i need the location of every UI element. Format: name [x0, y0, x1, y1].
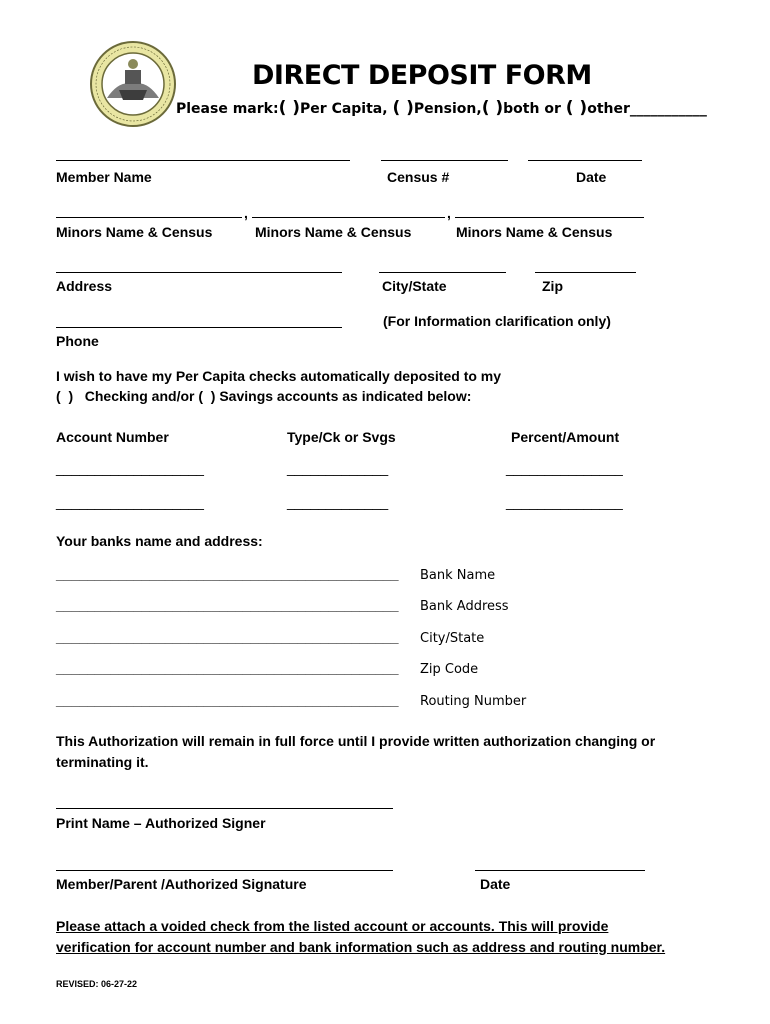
percent-field-2[interactable]: _______________ — [506, 494, 623, 510]
phone-label: Phone — [56, 333, 99, 349]
census-field[interactable] — [381, 160, 508, 161]
form-title: DIRECT DEPOSIT FORM — [252, 60, 592, 91]
bank-city-state-field[interactable]: ____________________________________________ — [56, 629, 399, 645]
routing-number-label: Routing Number — [420, 694, 527, 709]
member-name-label: Member Name — [56, 169, 152, 185]
pension-label: Pension, — [413, 101, 482, 117]
routing-number-field[interactable]: ____________________________________________ — [56, 692, 399, 708]
mark-prefix: Please mark: — [176, 101, 279, 117]
both-checkbox[interactable]: ( ) — [481, 98, 504, 118]
percent-field-1[interactable]: _______________ — [506, 460, 623, 476]
minors-label-3: Minors Name & Census — [456, 224, 613, 240]
minors-label-2: Minors Name & Census — [255, 224, 412, 240]
bank-city-state-label: City/State — [420, 631, 485, 646]
separator-1: , — [244, 205, 248, 221]
print-name-field[interactable] — [56, 808, 393, 809]
bank-address-label: Bank Address — [420, 599, 509, 614]
zip-label: Zip — [542, 278, 563, 294]
per-capita-checkbox[interactable]: ( ) — [278, 98, 301, 118]
phone-field[interactable] — [56, 327, 342, 328]
minor-1-field[interactable] — [56, 217, 242, 218]
type-field-2[interactable]: _____________ — [287, 494, 389, 510]
signature-field[interactable] — [56, 870, 393, 871]
voided-check-note: Please attach a voided check from the listed account or accounts. This will provide verification for account number and bank information such as address and routing number. — [56, 918, 666, 955]
address-label: Address — [56, 278, 113, 294]
bank-name-field[interactable]: ____________________________________________ — [56, 566, 399, 582]
clarification-note: (For Information clarification only) — [383, 313, 611, 329]
date-label: Date — [576, 169, 607, 185]
both-label: both or — [503, 101, 561, 117]
census-label: Census # — [387, 169, 450, 185]
address-field[interactable] — [56, 272, 342, 273]
bank-zip-label: Zip Code — [420, 662, 479, 677]
bank-zip-field[interactable]: ____________________________________________ — [56, 660, 399, 676]
minors-label-1: Minors Name & Census — [56, 224, 213, 240]
separator-2: , — [447, 205, 451, 221]
print-name-label: Print Name – Authorized Signer — [56, 815, 266, 831]
wish-statement-line-1: I wish to have my Per Capita checks automatically deposited to my — [56, 368, 502, 384]
minor-2-field[interactable] — [252, 217, 445, 218]
tribal-seal-logo — [89, 40, 177, 128]
payment-type-options — [176, 98, 707, 118]
city-state-field[interactable] — [379, 272, 506, 273]
signature-date-field[interactable] — [475, 870, 645, 871]
wish-statement-line-2: ( ) Checking and/or ( ) Savings accounts as indicated below: — [56, 388, 472, 404]
other-label: other — [587, 101, 630, 117]
minor-3-field[interactable] — [455, 217, 644, 218]
per-capita-label: Per Capita, — [300, 101, 388, 117]
zip-field[interactable] — [535, 272, 636, 273]
account-number-field-1[interactable]: ___________________ — [56, 460, 204, 476]
city-state-label: City/State — [382, 278, 447, 294]
bank-heading: Your banks name and address: — [56, 533, 263, 549]
account-number-field-2[interactable]: ___________________ — [56, 494, 204, 510]
signature-date-label: Date — [480, 876, 511, 892]
member-name-field[interactable] — [56, 160, 350, 161]
authorization-statement: This Authorization will remain in full force until I provide written authorization changing or terminating it. — [56, 733, 656, 770]
signature-label: Member/Parent /Authorized Signature — [56, 876, 307, 892]
account-number-header: Account Number — [56, 429, 169, 445]
pension-checkbox[interactable]: ( ) — [392, 98, 414, 118]
revision-date: REVISED: 06-27-22 — [56, 979, 138, 989]
other-checkbox[interactable]: ( ) — [565, 98, 588, 118]
bank-name-label: Bank Name — [420, 568, 496, 583]
other-blank[interactable]: ___________ — [629, 101, 707, 117]
bank-address-field[interactable]: ____________________________________________ — [56, 597, 399, 613]
type-header: Type/Ck or Svgs — [287, 429, 396, 445]
type-field-1[interactable]: _____________ — [287, 460, 389, 476]
date-field[interactable] — [528, 160, 642, 161]
percent-amount-header: Percent/Amount — [511, 429, 620, 445]
